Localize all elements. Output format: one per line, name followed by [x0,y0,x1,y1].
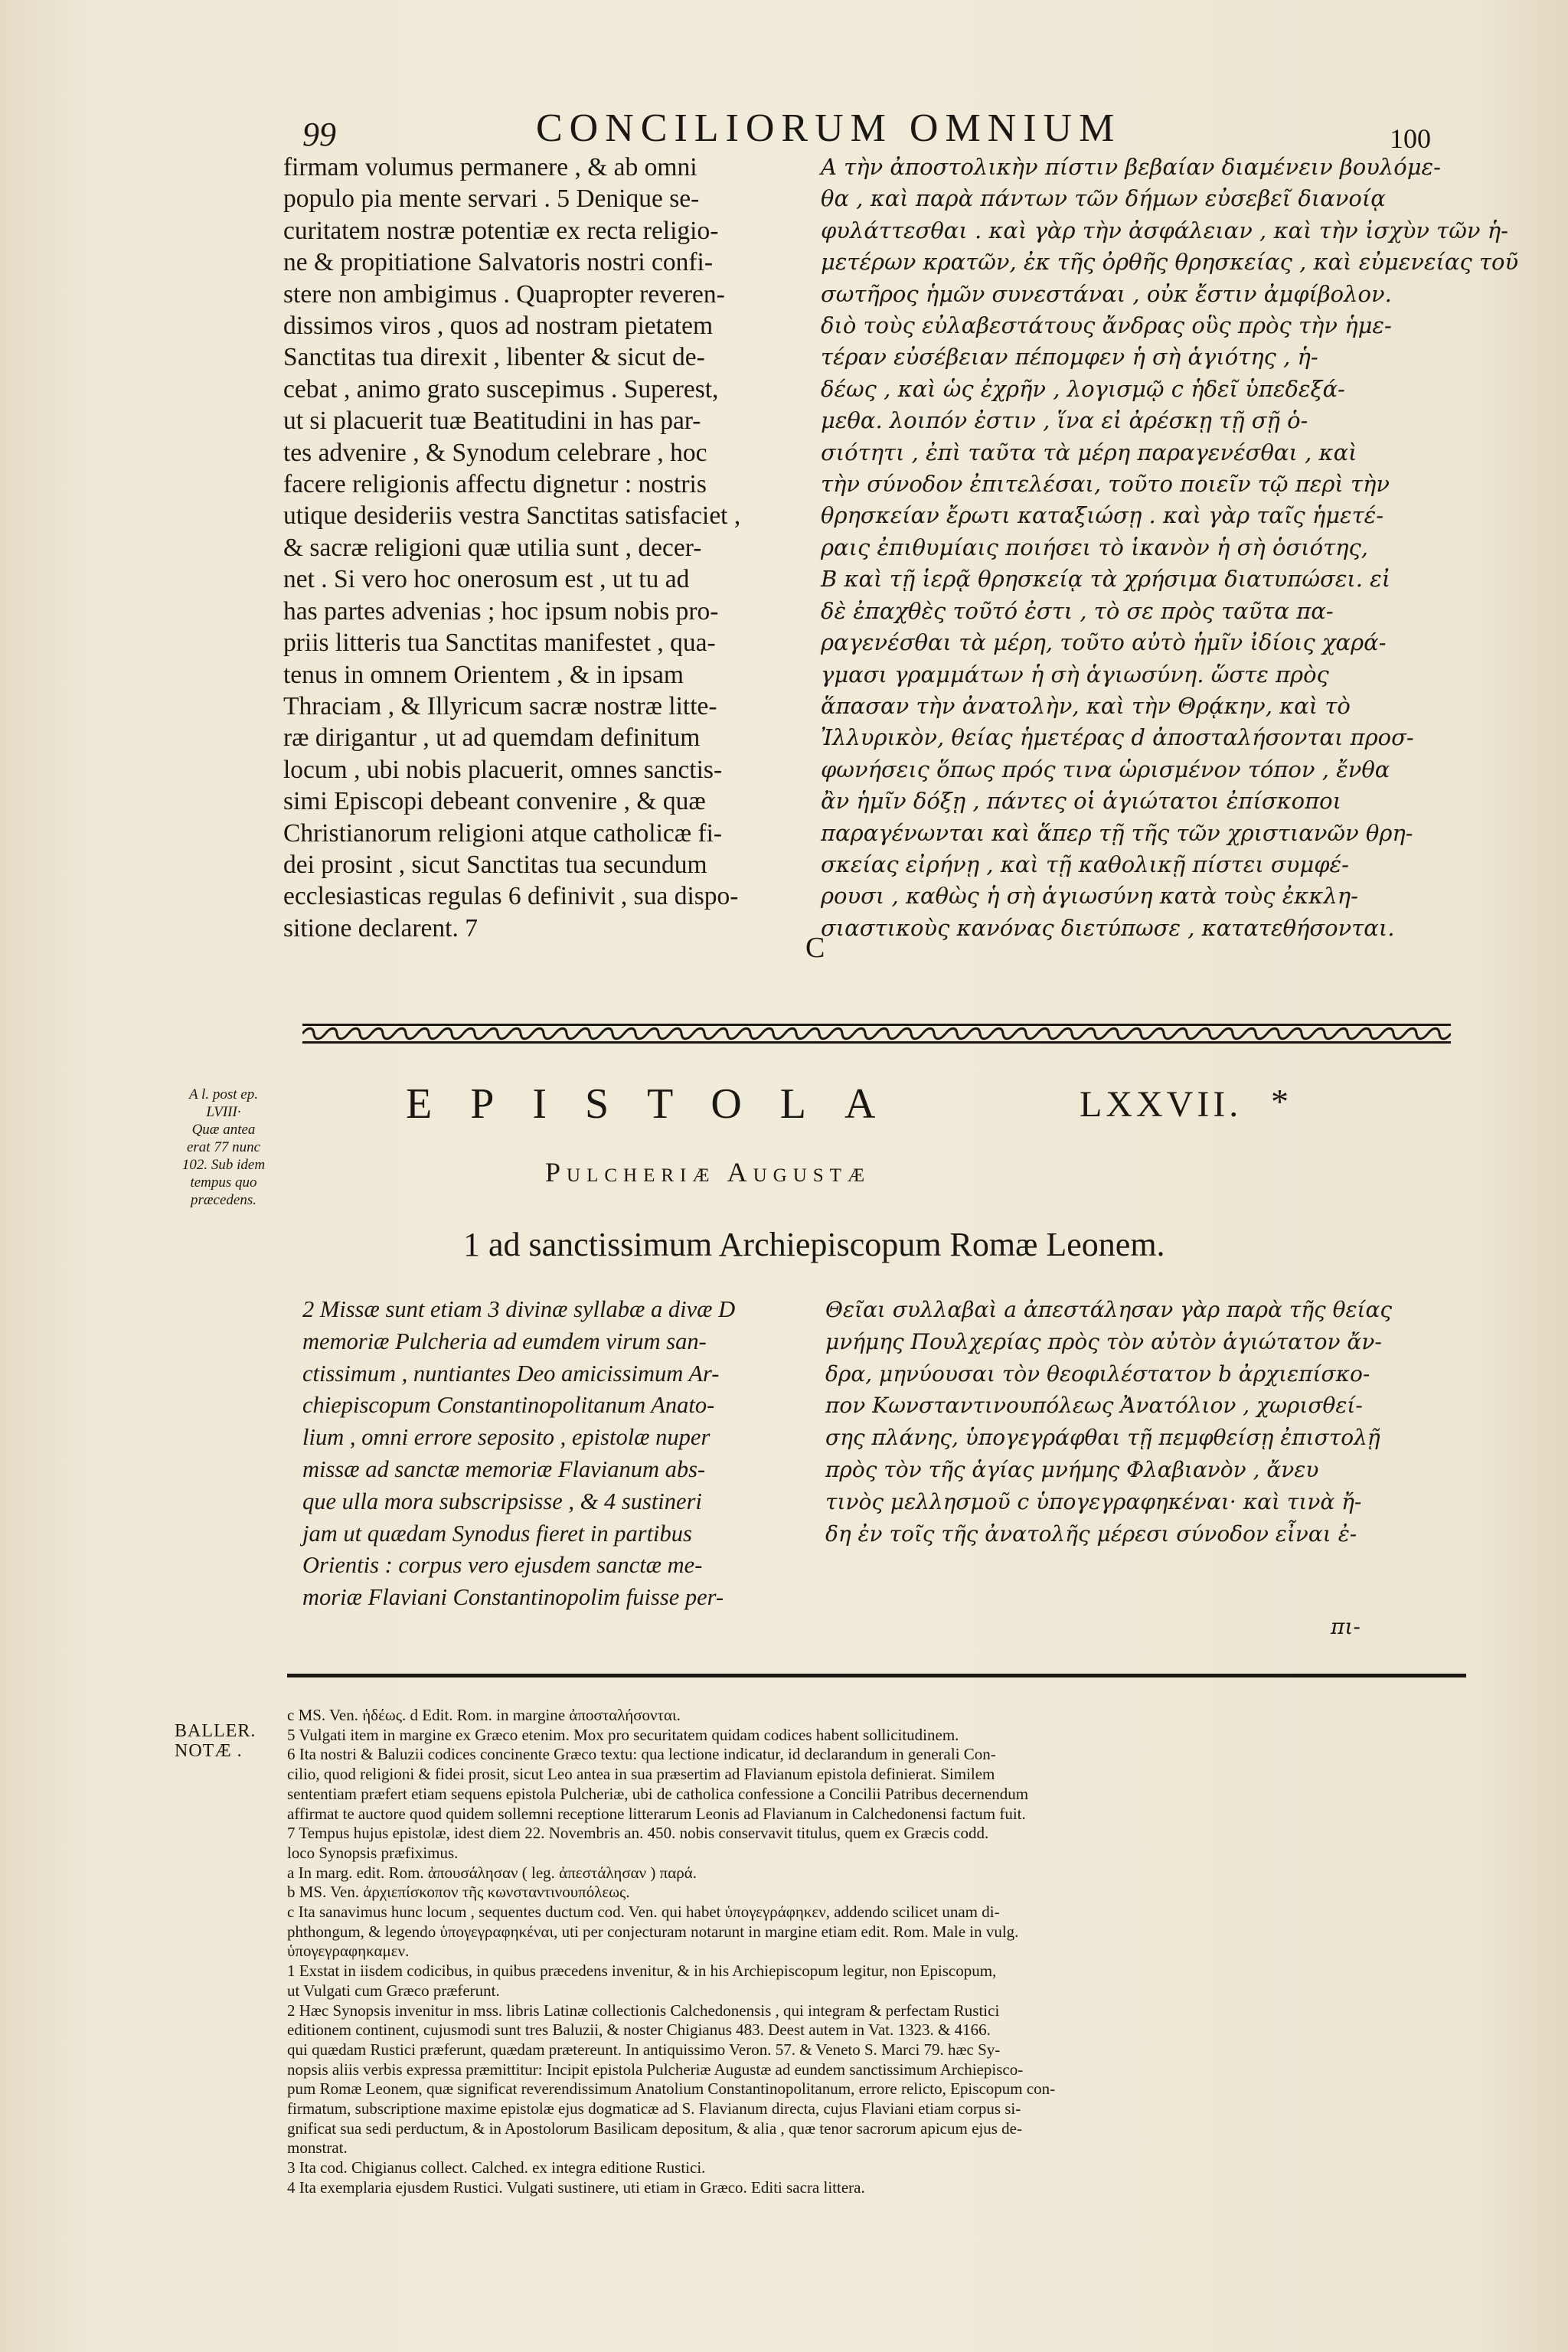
footnote-line: b MS. Ven. ἀρχιεπίσκοπον τῆς κωνσταντινουπόλεως. [287,1883,630,1902]
footnote-line: gnificat sua sedi perductum, & in Apostolorum Basilicam depositum, & alia , quæ tenor sacrorum apicum ejus de- [287,2118,1022,2138]
epistola-addressee: 1 ad sanctissimum Archiepiscopum Romæ Leonem. [463,1226,1165,1263]
marginal-note-line: LVIII· [206,1104,241,1120]
marginal-note-line: præcedens. [190,1192,256,1208]
latin-line: & sacræ religioni quæ utilia sunt , decer- [283,533,702,562]
latin-line: ecclesiasticas regulas 6 definivit , sua dispo- [283,882,739,911]
greek-line: διὸ τοὺς εὐλαβεστάτους ἄνδρας οὓς πρὸς τὴν ἡμε- [821,312,1392,339]
latin-line: firmam volumus permanere , & ab omni [283,153,697,181]
notes-label [175,1721,256,1761]
greek-line: Θεῖαι συλλαβαὶ a ἀπεστάλησαν γὰρ παρὰ τῆς θείας [825,1297,1393,1322]
marginal-note-line: tempus quo [190,1174,257,1191]
latin-line: moriæ Flaviani Constantinopolim fuisse per- [302,1584,724,1611]
latin-line: dissimos viros , quos ad nostram pietatem [283,312,714,341]
running-title: CONCILIORUM OMNIUM [536,106,1122,150]
footnote-line: 4 Ita exemplaria ejusdem Rustici. Vulgati sustinere, uti etiam in Græco. Editi sacra littera. [287,2177,865,2197]
decorative-ornament-band [302,1022,1451,1045]
left-page-number: 99 [302,116,336,153]
greek-line: μεθα. λοιπόν ἐστιν , ἵνα εἰ ἀρέσκῃ τῇ σῇ ὁ- [821,407,1308,434]
epistola-subtitle: Pulcheriæ Augustæ [545,1157,871,1187]
latin-line: locum , ubi nobis placuerit, omnes sanctis- [283,755,723,784]
latin-line: Sanctitas tua direxit , libenter & sicut de- [283,343,705,372]
latin-line: stere non ambigimus . Quapropter reveren- [283,279,725,309]
greek-line: σκείας εἰρήνῃ , καὶ τῇ καθολικῇ πίστει συμφέ- [821,851,1349,877]
footnote-line: 1 Exstat in iisdem codicibus, in quibus præcedens invenitur, & in his Archiepiscopum legitur, non Episcopum, [287,1962,997,1981]
footnote-line: c MS. Ven. ἡδέως. d Edit. Rom. in margine ἀποσταλήσονται. [287,1706,681,1724]
latin-line: priis litteris tua Sanctitas manifestet , qua- [283,629,716,658]
greek-line: μετέρων κρατῶν, ἐκ τῆς ὀρθῆς θρησκείας , καὶ εὐμενείας τοῦ [821,249,1519,276]
latin-line: net . Si vero hoc onerosum est , ut tu ad [283,565,690,594]
latin-line: cebat , animo grato suscepimus . Superest, [283,374,719,403]
footnote-line: 6 Ita nostri & Baluzii codices concinente Græco textu: qua lectione indicatur, id declarandum in generali Con- [287,1745,996,1764]
greek-line: παραγένωνται καὶ ἅπερ τῇ τῆς τῶν χριστιανῶν θρη- [821,819,1413,846]
greek-line: σωτῆρος ἡμῶν συνεστάναι , οὐκ ἔστιν ἀμφίβολον. [821,280,1392,307]
greek-line: ραγενέσθαι τὰ μέρη, τοῦτο αὐτὸ ἡμῖν ἰδίοις χαρά- [821,629,1387,656]
footnote-line: ut Vulgati cum Græco præferunt. [287,1981,500,2000]
greek-line: σιαστικοὺς κανόνας διετύπωσε , κατατεθήσονται. [821,914,1395,941]
latin-line: missæ ad sanctæ memoriæ Flavianum abs- [302,1455,706,1482]
latin-line: tenus in omnem Orientem , & in ipsam [283,660,684,689]
footnote-line: 7 Tempus hujus epistolæ, idest diem 22. Novembris an. 450. nobis conservavit titulus, quem ex Græcis codd. [287,1824,989,1843]
greek-line: A τὴν ἀποστολικὴν πίστιν βεβαίαν διαμένειν βουλόμε- [821,154,1441,180]
greek-line: ἂν ἡμῖν δόξῃ , πάντες οἱ ἁγιώτατοι ἐπίσκοποι [821,788,1341,815]
latin-line: que ulla mora subscripsisse , & 4 sustineri [302,1488,702,1514]
greek-line: φυλάττεσθαι . καὶ γὰρ τὴν ἀσφάλειαν , καὶ τὴν ἰσχὺν τῶν ἡ- [821,217,1508,243]
footnote-line: editionem continent, cujusmodi sunt tres Baluzii, & noster Chigianus 483. Deest autem in Vat. 1323. & 4166. [287,2020,991,2040]
greek-column-top [821,152,1519,944]
greek-line: δέως , καὶ ὡς ἐχρῆν , λογισμῷ c ἡδεῖ ὑπεδεξά- [821,375,1345,402]
notes-label-line: BALLER. [175,1721,256,1741]
latin-line: curitatem nostræ potentiæ ex recta religio- [283,216,719,245]
latin-line: ne & propitiatione Salvatoris nostri confi- [283,248,714,277]
latin-line: ctissimum , nuntiantes Deo amicissimum Ar- [302,1360,720,1387]
footnote-line: nopsis aliis verbis expressa præmittitur: Incipit epistola Pulcheriæ Augustæ ad eundem sanctissimum Archiepisco- [287,2060,1024,2079]
footnote-line: 2 Hæc Synopsis invenitur in mss. libris Latinæ collectionis Calchedonensis , qui integram & perfectam Rustici [287,2001,1000,2020]
latin-line: utique desideriis vestra Sanctitas satisfaciet , [283,501,741,531]
footnote-line: 3 Ita cod. Chigianus collect. Calched. ex integra editione Rustici. [287,2158,706,2177]
latin-line: Christianorum religioni atque catholicæ fi- [283,818,723,848]
latin-line: lium , omni errore seposito , epistolæ nuper [302,1424,710,1451]
footnote-line: c Ita sanavimus hunc locum , sequentes ductum cod. Ven. qui habet ὑπογεγράφηκεν, addendo scilicet unam di- [287,1903,1000,1922]
greek-line: φωνήσεις ὅπως πρός τινα ὡρισμένον τόπον , ἔνθα [821,756,1390,782]
greek-line: πον Κωνσταντινουπόλεως Ἀνατόλιον , χωρισθεί- [825,1393,1363,1419]
latin-line: Thraciam , & Illyricum sacræ nostræ litte- [283,691,717,720]
footnote-line: loco Synopsis præfiximus. [287,1843,459,1862]
latin-line: chiepiscopum Constantinopolitanum Anato- [302,1392,715,1419]
notes-label-line: NOTÆ . [175,1741,243,1761]
latin-line: jam ut quædam Synodus fieret in partibus [302,1520,692,1547]
latin-line: sitione declarent. 7 [283,913,478,942]
latin-line: simi Episcopi debeant convenire , & quæ [283,787,706,816]
latin-line: memoriæ Pulcheria ad eumdem virum san- [302,1328,707,1354]
latin-line: dei prosint , sicut Sanctitas tua secundum [283,850,707,879]
footnote-line: sententiam præfert etiam sequens epistola Pulcheriæ, ubi de catholica confessione a Concilii Patribus decernendum [287,1784,1029,1803]
marginal-note-line: erat 77 nunc [186,1139,261,1155]
latin-line: has partes advenias ; hoc ipsum nobis pro- [283,596,719,626]
greek-line: ραις ἐπιθυμίαις ποιήσει τὸ ἱκανὸν ἡ σὴ ὁσιότης, [821,534,1368,560]
greek-line: ρουσι , καθὼς ἡ σὴ ἁγιωσύνη κατὰ τοὺς ἐκκλη- [821,883,1358,910]
latin-line: populo pia mente servari . 5 Denique se- [283,185,700,214]
greek-line: Ἰλλυρικὸν, θείας ἡμετέρας d ἀποσταλήσονται προσ- [821,724,1414,751]
greek-line: σιότητι , ἐπὶ ταῦτα τὰ μέρη παραγενέσθαι , καὶ [821,439,1357,466]
greek-column-bottom [825,1294,1453,1550]
footnote-line: pum Romæ Leonem, quæ significat reverendissimum Anatolium Constantinopolitanum, errore relicto, Episcopum con- [287,2079,1056,2099]
epistola-title: EPISTOLA [406,1080,914,1128]
greek-line: δρα, μηνύουσαι τὸν θεοφιλέστατον b ἀρχιεπίσκο- [825,1361,1370,1387]
footnote-line: monstrat. [287,2138,348,2158]
latin-line: 2 Missæ sunt etiam 3 divinæ syllabæ a divæ D [302,1296,736,1322]
greek-line: θρησκείαν ἔρωτι καταξιώσῃ . καὶ γὰρ ταῖς ἡμετέ- [821,502,1384,529]
greek-line: τινὸς μελλησμοῦ c ὑπογεγραφηκέναι· καὶ τινὰ ἤ- [825,1488,1362,1514]
catchword: πι- [1331,1614,1361,1639]
latin-line: tes advenire , & Synodum celebrare , hoc [283,438,707,467]
marginal-note-line: Quæ antea [191,1122,256,1138]
greek-line: γμασι γραμμάτων ἡ σὴ ἁγιωσύνη. ὥστε πρὸς [821,661,1329,688]
greek-line: θα , καὶ παρὰ πάντων τῶν δήμων εὐσεβεῖ διανοίᾳ [821,185,1386,212]
column-marker-c: C [805,932,825,964]
footnote-line: a In marg. edit. Rom. ἀπουσάλησαν ( leg. ἀπεστάλησαν ) παρά. [287,1863,697,1882]
footnote-line: qui quædam Rustici præferunt, quædam prætereunt. In antiquissimo Veron. 57. & Veneto S. Marci 79. hæc Sy- [287,2040,1001,2059]
latin-column-bottom [302,1294,815,1614]
greek-line: δη ἐν τοῖς τῆς ἀνατολῆς μέρεσι σύνοδον εἶναι ἐ- [825,1521,1357,1547]
footnote-line: affirmat te auctore quod quidem sollemni receptione litterarum Leonis ad Flavianum in Calchedonensi factum fuit. [287,1804,1026,1823]
footnote-line: phthongum, & legendo ὑπογεγραφηκέναι, uti per conjecturam notarunt in margine etiam edit. Rom. Male in vulg. [287,1922,1019,1941]
footnote-line: cilio, quod religioni & fidei prosit, sicut Leo antea in sua præsertim ad Flavianum epistola definierat. Similem [287,1765,995,1784]
marginal-note-line: A l. post ep. [189,1086,258,1102]
latin-line: ut si placuerit tuæ Beatitudini in has par- [283,407,701,436]
latin-line: Orientis : corpus vero ejusdem sanctæ me- [302,1552,703,1579]
greek-line: πρὸς τὸν τῆς ἁγίας μνήμης Φλαβιανὸν , ἄνευ [825,1456,1319,1482]
right-page-number: 100 [1390,123,1431,154]
footnotes [287,1706,1466,2198]
greek-line: ἅπασαν τὴν ἀνατολὴν, καὶ τὴν Θρᾴκην, καὶ τὸ [821,692,1351,719]
footnote-line: ὑπογεγραφηκαμεν. [287,1942,410,1961]
greek-line: μνήμης Πουλχερίας πρὸς τὸν αὐτὸν ἁγιώτατον ἄν- [825,1328,1382,1354]
epistola-number: LXXVII. [1080,1084,1243,1125]
latin-column-top [283,152,812,944]
marginal-note-line: 102. Sub idem [181,1157,266,1173]
greek-line: B καὶ τῇ ἱερᾷ θρησκείᾳ τὰ χρήσιμα διατυπώσει. εἰ [821,566,1391,593]
footnote-line: 5 Vulgati item in margine ex Græco etenim. Mox pro securitatem quidam codices habent sollicitudinem. [287,1725,959,1744]
latin-line: facere religionis affectu dignetur : nostris [283,470,707,499]
latin-line: ræ dirigantur , ut ad quemdam definitum [283,724,701,753]
greek-line: τὴν σύνοδον ἐπιτελέσαι, τοῦτο ποιεῖν τῷ περὶ τὴν [821,471,1390,498]
greek-line: σης πλάνης, ὑπογεγράφθαι τῇ πεμφθείσῃ ἐπιστολῇ [825,1425,1380,1451]
greek-line: τέραν εὐσέβειαν πέπομφεν ἡ σὴ ἁγιότης , ἡ- [821,344,1318,371]
footnote-line: firmatum, subscriptione maxime epistolæ ejus dogmaticæ ad S. Flavianum directa, cujus Flaviani etiam corpus si- [287,2099,1021,2118]
footnote-rule [287,1674,1466,1677]
epistola-star: * [1271,1082,1289,1121]
marginal-note [162,1086,285,1209]
greek-line: δὲ ἐπαχθὲς τοῦτό ἐστι , τὸ σε πρὸς ταῦτα πα- [821,597,1334,624]
